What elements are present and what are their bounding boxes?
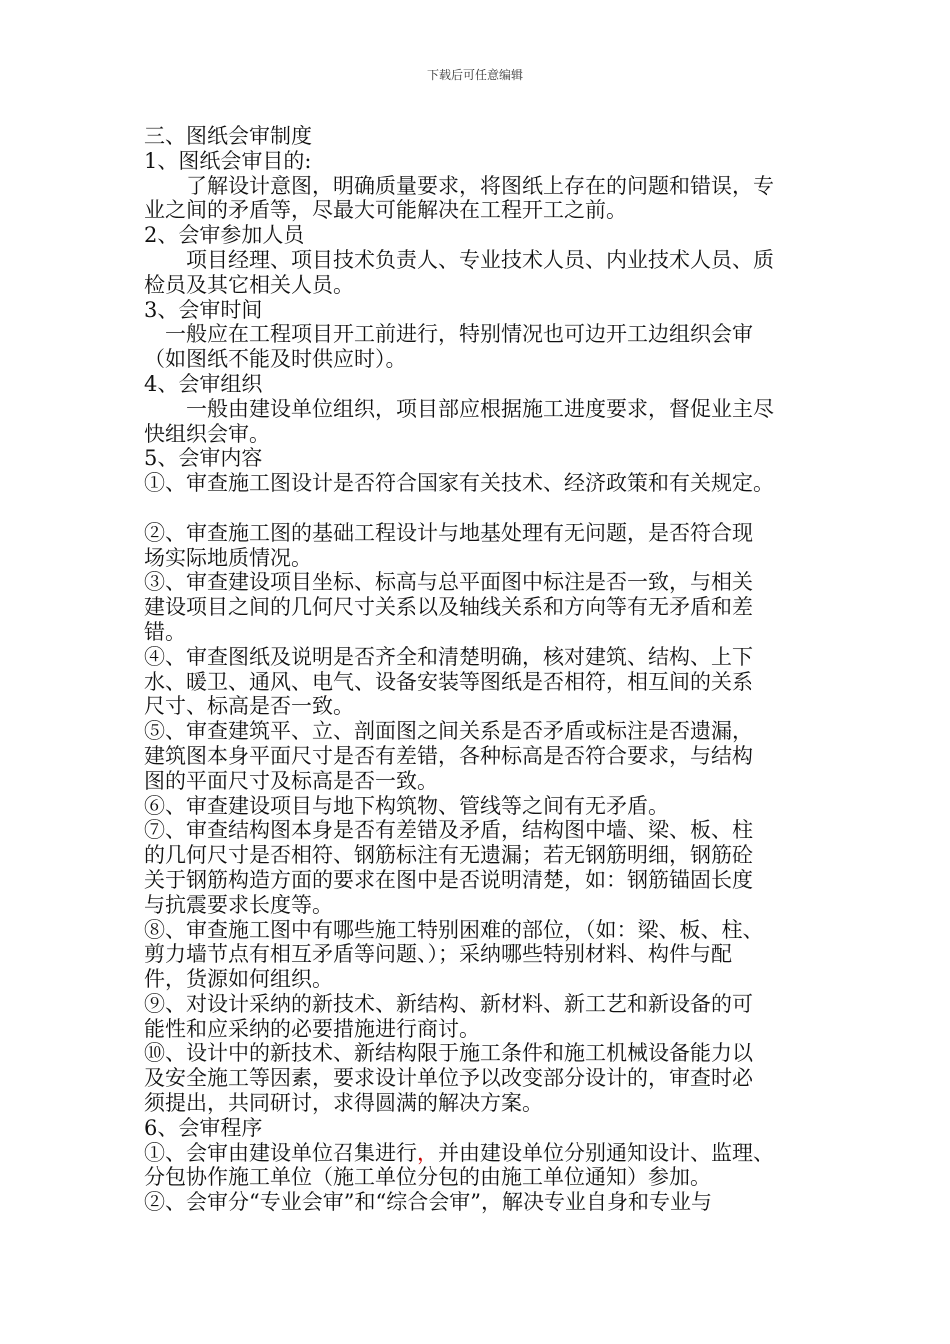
text-line: 水、暖卫、通风、电气、设备安装等图纸是否相符，相互间的关系 xyxy=(144,669,753,694)
text-line: ③、审查建设项目坐标、标高与总平面图中标注是否一致，与相关 xyxy=(144,570,753,595)
text-line: 剪力墙节点有相互矛盾等问题、）；采纳哪些特别材料、构件与配 xyxy=(144,942,732,967)
text-line: 一般应在工程项目开工前进行，特别情况也可边开工边组织会审 xyxy=(144,322,753,347)
text-line: 4、会审组织 xyxy=(144,371,263,396)
text-line: ⑩、设计中的新技术、新结构限于施工条件和施工机械设备能力以 xyxy=(144,1041,753,1066)
text-line: 2、会审参加人员 xyxy=(144,223,305,248)
text-line: 3、会审时间 xyxy=(144,297,263,322)
tail-lines xyxy=(144,1165,814,1215)
text-line: 快组织会审。 xyxy=(144,421,270,446)
procedure-line-1 xyxy=(144,1141,814,1166)
page-header-note: 下载后可任意编辑 xyxy=(426,68,523,82)
text-line: 场实际地质情况。 xyxy=(144,545,312,570)
text-line: 与抗震要求长度等。 xyxy=(144,892,333,917)
text-line: 及安全施工等因素，要求设计单位予以改变部分设计的，审查时必 xyxy=(144,1066,753,1091)
text-line: 三、图纸会审制度 xyxy=(144,124,312,148)
text-line: （如图纸不能及时供应时）。 xyxy=(144,347,407,372)
text-line: 尺寸、标高是否一致。 xyxy=(144,694,354,719)
text-line: 关于钢筋构造方面的要求在图中是否说明清楚，如：钢筋锚固长度 xyxy=(144,867,753,892)
text-line: 检员及其它相关人员。 xyxy=(144,272,354,297)
text-line: 的几何尺寸是否相符、钢筋标注有无遗漏；若无钢筋明细，钢筋砼 xyxy=(144,843,753,868)
text-line: 建筑图本身平面尺寸是否有差错，各种标高是否符合要求，与结构 xyxy=(144,743,753,768)
text-line: 项目经理、项目技术负责人、专业技术人员、内业技术人员、质 xyxy=(144,247,774,272)
text-line: ⑦、审查结构图本身是否有差错及矛盾，结构图中墙、梁、板、柱 xyxy=(144,818,753,843)
text-line: 一般由建设单位组织，项目部应根据施工进度要求，督促业主尽 xyxy=(144,396,774,421)
text-line: ⑧、审查施工图中有哪些施工特别困难的部位，（如：梁、板、柱、 xyxy=(144,917,764,942)
text-line: ④、审查图纸及说明是否齐全和清楚明确，核对建筑、结构、上下 xyxy=(144,644,753,669)
text-line: 了解设计意图，明确质量要求，将图纸上存在的问题和错误，专 xyxy=(144,173,774,198)
document-body xyxy=(144,124,814,1215)
text-line: ①、审查施工图设计是否符合国家有关技术、经济政策和有关规定。 xyxy=(144,471,774,496)
text-line: 分包协作施工单位（施工单位分包的由施工单位通知）参加。 xyxy=(144,1165,711,1190)
procedure-line-1-after: 并由建设单位分别通知设计、监理、 xyxy=(438,1140,774,1165)
body-lines xyxy=(144,124,814,1141)
text-line: 图的平面尺寸及标高是否一致。 xyxy=(144,768,438,793)
text-line: 6、会审程序 xyxy=(144,1115,263,1140)
procedure-line-1-before: ①、会审由建设单位召集进行 xyxy=(144,1140,417,1165)
text-line: 5、会审内容 xyxy=(144,446,263,471)
text-line: 建设项目之间的几何尺寸关系以及轴线关系和方向等有无矛盾和差 xyxy=(144,595,753,620)
text-line: 1、图纸会审目的: xyxy=(144,148,312,173)
text-line: 能性和应采纳的必要措施进行商讨。 xyxy=(144,1016,480,1041)
text-line: ②、会审分“专业会审”和“综合会审”，解决专业自身和专业与 xyxy=(144,1190,712,1215)
text-line: ⑤、审查建筑平、立、剖面图之间关系是否矛盾或标注是否遗漏， xyxy=(144,719,753,744)
text-line: ⑥、审查建设项目与地下构筑物、管线等之间有无矛盾。 xyxy=(144,793,669,818)
text-line: ⑨、对设计采纳的新技术、新结构、新材料、新工艺和新设备的可 xyxy=(144,991,753,1016)
red-comma: ， xyxy=(417,1140,438,1165)
text-line: 业之间的矛盾等，尽最大可能解决在工程开工之前。 xyxy=(144,198,627,223)
text-line: 须提出，共同研讨，求得圆满的解决方案。 xyxy=(144,1091,543,1116)
blank-line xyxy=(144,496,814,521)
text-line: 错。 xyxy=(144,619,186,644)
text-line: ②、审查施工图的基础工程设计与地基处理有无问题，是否符合现 xyxy=(144,520,753,545)
text-line: 件，货源如何组织。 xyxy=(144,967,333,992)
